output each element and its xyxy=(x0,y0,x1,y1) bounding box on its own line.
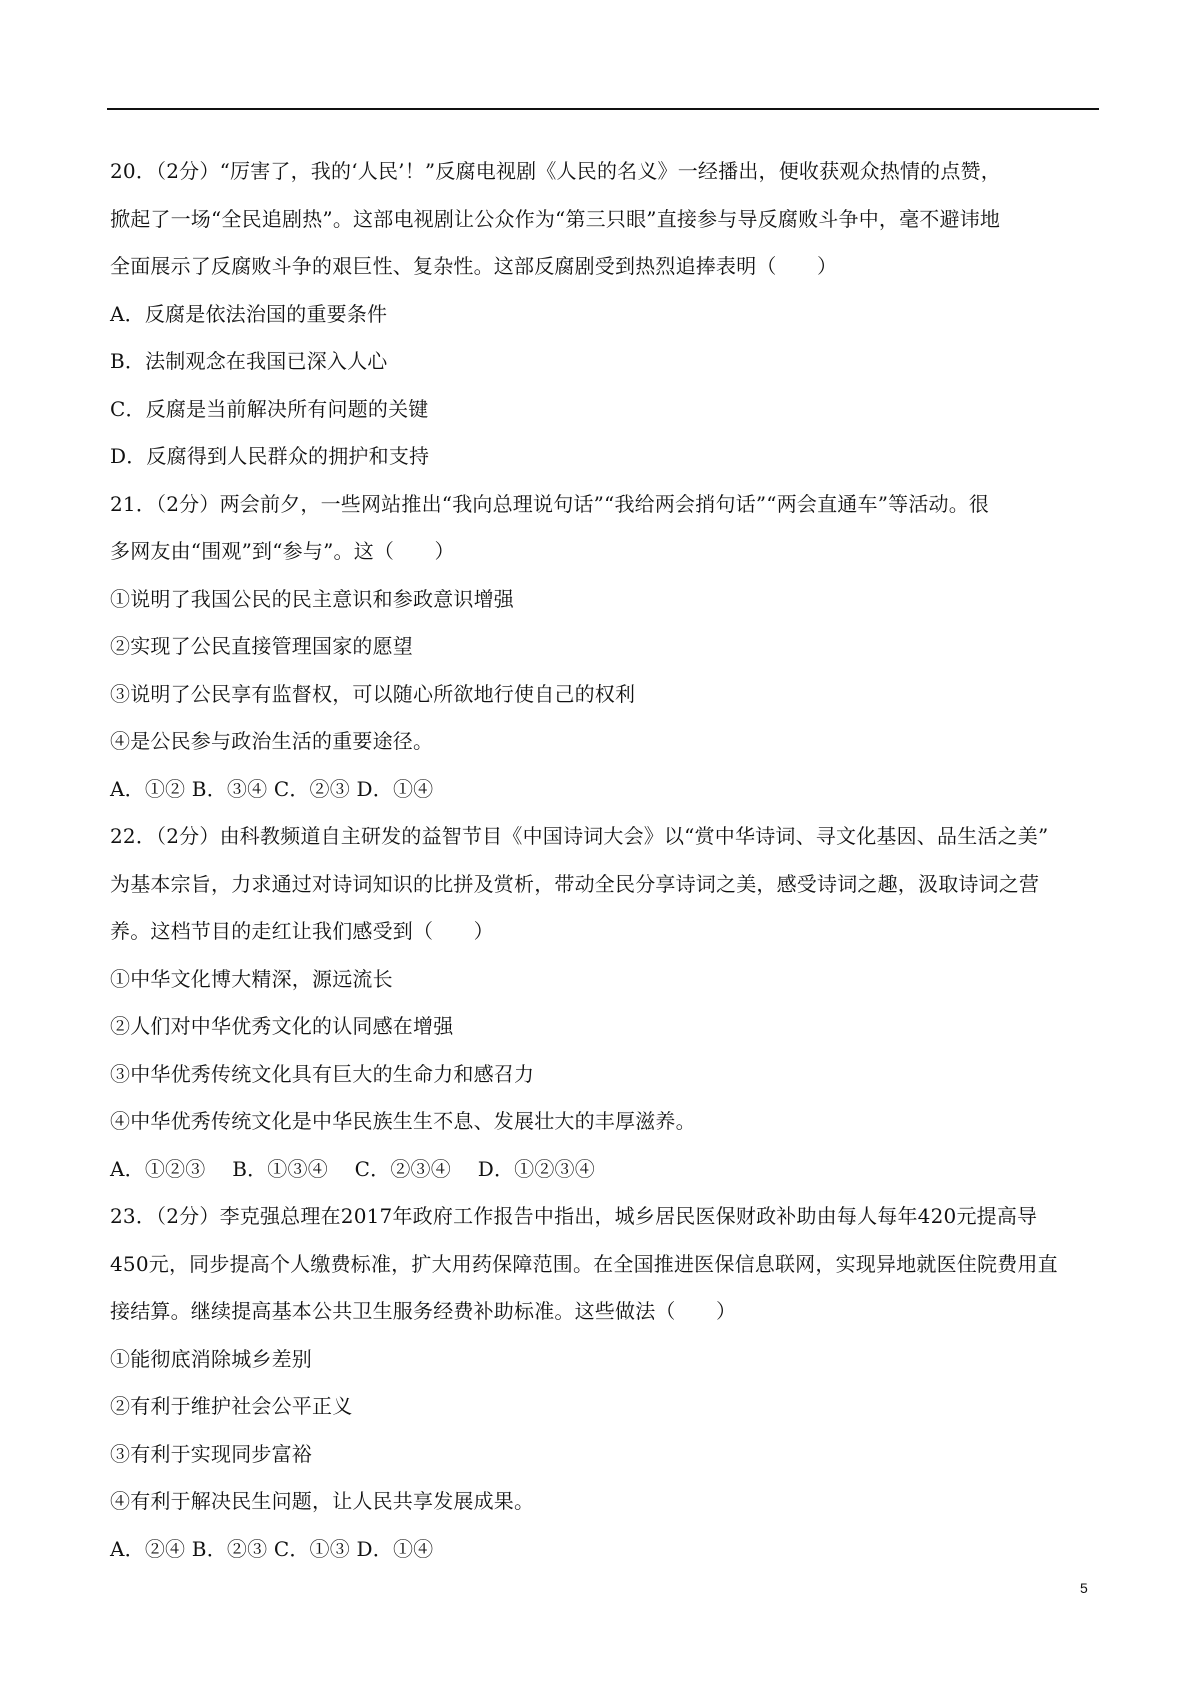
question-q23 xyxy=(110,1193,1100,1573)
question-option: ①中华文化博大精深，源远流长 xyxy=(110,966,393,991)
question-stem-line: 掀起了一场“全民追剧热”。这部电视剧让公众作为“第三只眼”直接参与导反腐败斗争中，毫不避讳地 xyxy=(110,206,1001,231)
question-option: C．反腐是当前解决所有问题的关键 xyxy=(110,396,429,421)
question-stem-line: 接结算。继续提高基本公共卫生服务经费补助标准。这些做法（ ） xyxy=(110,1299,737,1323)
question-option: A．反腐是依法治国的重要条件 xyxy=(110,301,388,326)
question-option: ③中华优秀传统文化具有巨大的生命力和感召力 xyxy=(110,1061,535,1086)
question-stem-line: 养。这档节目的走红让我们感受到（ ） xyxy=(110,919,494,943)
question-q20 xyxy=(110,148,1100,481)
question-stem-line: 多网友由“围观”到“参与”。这（ ） xyxy=(110,539,455,563)
question-option: D．反腐得到人民群众的拥护和支持 xyxy=(110,444,430,468)
question-option: ④是公民参与政治生活的重要途径。 xyxy=(110,729,434,753)
question-option: ①说明了我国公民的民主意识和参政意识增强 xyxy=(110,586,514,611)
question-stem-line: 23．（2分）李克强总理在2017年政府工作报告中指出，城乡居民医保财政补助由每人每年420元提高导 xyxy=(110,1204,1038,1228)
question-q22 xyxy=(110,813,1100,1193)
question-stem-line: 为基本宗旨，力求通过对诗词知识的比拼及赏析，带动全民分享诗词之美，感受诗词之趣，汲取诗词之营 xyxy=(110,871,1040,896)
question-option: ③说明了公民享有监督权，可以随心所欲地行使自己的权利 xyxy=(110,681,636,706)
answer-choices: A．①② B．③④ C．②③ D．①④ xyxy=(110,776,434,801)
question-option: ②人们对中华优秀文化的认同感在增强 xyxy=(110,1014,454,1038)
document-body xyxy=(110,148,1100,1573)
answer-choices: A．①②③ B．①③④ C．②③④ D．①②③④ xyxy=(110,1156,595,1181)
question-stem-line: 450元，同步提高个人缴费标准，扩大用药保障范围。在全国推进医保信息联网，实现异地就医住院费用直 xyxy=(110,1251,1058,1276)
header-rule xyxy=(107,108,1099,110)
question-stem-line: 20．（2分）“厉害了，我的‘人民’！”反腐电视剧《人民的名义》一经播出，便收获观众热情的点赞， xyxy=(110,159,1001,183)
question-q21 xyxy=(110,481,1100,814)
question-option: ①能彻底消除城乡差别 xyxy=(110,1346,312,1371)
question-option: ②有利于维护社会公平正义 xyxy=(110,1394,353,1418)
question-option: ④中华优秀传统文化是中华民族生生不息、发展壮大的丰厚滋养。 xyxy=(110,1109,696,1133)
question-option: ③有利于实现同步富裕 xyxy=(110,1441,312,1466)
question-option: ②实现了公民直接管理国家的愿望 xyxy=(110,634,413,658)
answer-choices: A．②④ B．②③ C．①③ D．①④ xyxy=(110,1536,434,1561)
question-stem-line: 21．（2分）两会前夕，一些网站推出“我向总理说句话”“我给两会捎句话”“两会直通车”等活动。很 xyxy=(110,491,990,516)
page-number: 5 xyxy=(1080,1580,1088,1596)
question-option: ④有利于解决民生问题，让人民共享发展成果。 xyxy=(110,1489,535,1513)
question-option: B．法制观念在我国已深入人心 xyxy=(110,349,388,373)
question-stem-line: 22．（2分）由科教频道自主研发的益智节目《中国诗词大会》以“赏中华诗词、寻文化基因、品生活之美” xyxy=(110,824,1049,848)
question-stem-line: 全面展示了反腐败斗争的艰巨性、复杂性。这部反腐剧受到热烈追捧表明（ ） xyxy=(110,254,838,278)
